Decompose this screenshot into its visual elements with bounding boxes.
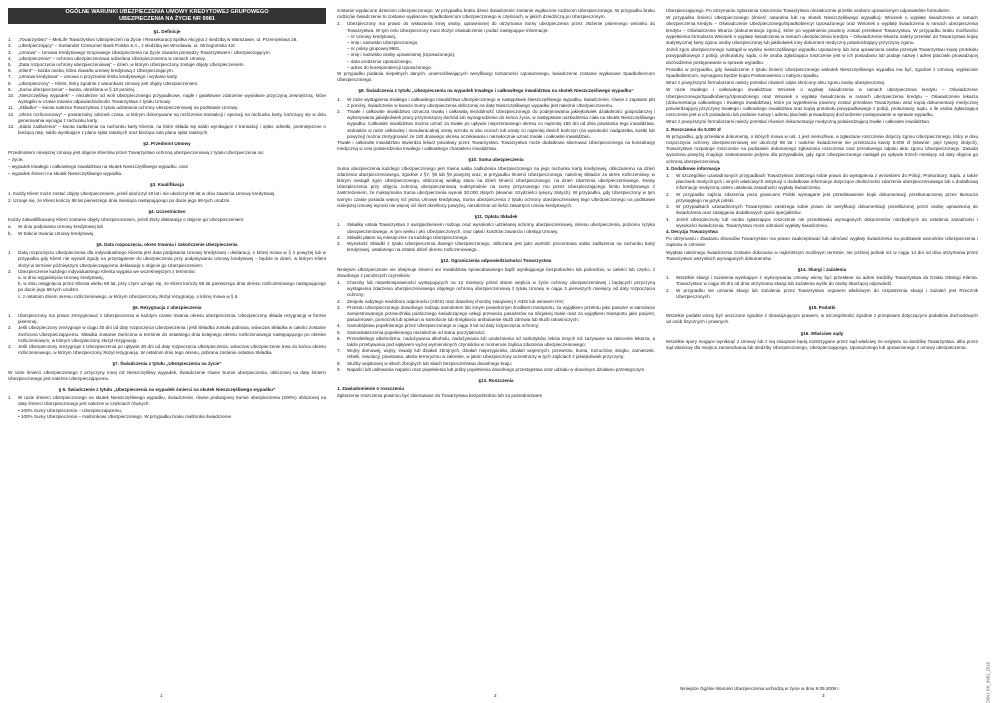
list-item-text: „Ubezpieczony” – Klient, który zgodnie z warunkami Umowy jest objęty Ubezpieczeniem. bbox=[18, 80, 199, 86]
list-item-text: – data urodzenia Uposażonego, bbox=[347, 58, 413, 64]
list-item bbox=[337, 241, 655, 253]
paragraph: – wypadek trwałego i całkowitego inwalidztwa na skutek Nieszczęśliwego wypadku, oraz bbox=[8, 164, 189, 170]
column-3 bbox=[666, 8, 978, 352]
paragraph: W przypadku, gdy przesłane dokumenty, o których mowa w ust. 1 jest niemożliwe, a zgłaszane roszczenie dotyczy zgonu Ubezpieczonego, który w dniu rozpoczęcia ochrony ubezpieczeniowej nie ukończył 68 lat i należne świadczenie nie przekracza kwoty 5.000 zł (słownie: pięć tysięcy złotych), Towarzystwo rozpatruje roszczenie na podstawie dokonanego zgłoszenia roszczenia oraz przesłanego odpisu aktu zgonu Ubezpieczonego. Zasada wyrażona powyżej znajduje zastosowanie jedynie dla przypadków, gdy zgon Ubezpieczonego nastąpił po upływie trzech miesięcy od daty objęcia go ochroną ubezpieczeniową. bbox=[666, 133, 978, 164]
list-item bbox=[8, 325, 326, 344]
list-item-text: „Okres rozliczeniowy” – powtarzalny odcinek czasu, w którym dokonywane są rozliczenia transakcji i operacji na rachunku karty, kończący się w dniu generowania wyciągu z rachunku karty. bbox=[18, 111, 326, 123]
list-item-number: 3. bbox=[337, 304, 341, 310]
subsection-heading: 3. Dodatkowe informacje bbox=[666, 165, 721, 171]
list-item-text: Służby wojskowej w siłach zbrojnych lub siłach bezpieczeństwa dowolnego kraju; bbox=[347, 360, 512, 366]
list-item-text: • 100% Sumy Ubezpieczenia – Ubezpieczającemu, bbox=[18, 407, 123, 413]
list-item-text: Trwałe i całkowite inwalidztwo oznacza trwałą i całkowitą niezdolność Ubezpieczonego do podejmowania jakiejkolwiek działalności gospodarczej i wykonywania jakiejkolwiek pracy przynoszącej dochód lub wynagrodzenie do końca życia, w następstwie uszkodzenia ciała na skutek Nieszczęśliwego wypadku. Całkowite inwalidztwo można uznać za trwałe po upływie nieprzerwanego okresu co najmniej 180 dni od dnia powstania tego inwalidztwa. Jednakże w razie całkowitej i nieodwracalnej utraty wzroku w obu oczach lub utraty co najmniej dwóch kończyn (na wysokości nadgarstka, kostki lub powyżej) można zrezygnować ze 180 dniowego okresu oczekiwania i niezwłocznie uznać trwałe i całkowite inwalidztwo. bbox=[347, 109, 655, 139]
paragraph: Wypłata należnego świadczenia zostanie dokonana w najkrótszym możliwym terminie, nie później jednak niż w ciągu 14 dni od dnia otrzymania przez Towarzystwo wszystkich wymaganych dokumentów. bbox=[666, 249, 978, 261]
list-item-number: 7. bbox=[8, 74, 12, 80]
list-item-number: 5. bbox=[8, 62, 12, 68]
list-item-number: 12. bbox=[8, 111, 15, 117]
list-item bbox=[337, 280, 655, 299]
paragraph: 2. Uznaje się, że Klient kończy 68 lat pierwszego dnia miesiąca następującego po dacie jego 68-tych urodzin. bbox=[8, 197, 231, 203]
list-item-number: 9. bbox=[8, 86, 12, 92]
section-heading: § 8. Świadczenie z tytułu „Ubezpieczenia na wypadek śmierci na skutek Nieszczęśliwego wypadku” bbox=[58, 386, 276, 392]
page-number-2: 2 bbox=[494, 693, 497, 698]
list-item-text: Składkę ustala Towarzystwo z uwzględnieniem rodzaju oraz wysokości udzielanej ochrony ubezpieczeniowej, okresu ubezpieczenia, poziomu ryzyka ubezpieczeniowego, w tym wieku i płci Ubezpieczonych, oraz opłat i kosztów zawarcia i obsługi Umowy. bbox=[347, 222, 655, 234]
list-item-number bbox=[8, 281, 18, 293]
list-item-text: Ubezpieczony ma prawo do wskazania innej osoby, uprawnionej do otrzymania Sumy ubezpieczenia przez złożenie pisemnego wniosku do Towarzystwa. W tym celu Ubezpieczony musi złożyć oświadczenie i podać następujące informacje: bbox=[347, 21, 655, 33]
subsection-heading: 4. Decyzja Towarzystwa bbox=[666, 228, 718, 234]
list-item-text: Jeśli Ubezpieczony zrezygnuje w ciągu 30 dni od daty rozpoczęcia Ubezpieczenia i jeśli Składka została pobrana, wówczas Składka w całości zostanie zwrócona Ubezpieczającemu. Składka zostanie zwrócona w terminie do ostatniego dnia kolejnego okresu rozliczeniowego następującego po okresie rozliczeniowym, w którym Ubezpieczony złożył rezygnację. bbox=[18, 325, 326, 343]
list-item-number: 1. bbox=[8, 250, 12, 256]
list-item bbox=[337, 367, 655, 373]
section-heading: §2. Przedmiot Umowy bbox=[143, 141, 191, 147]
list-item-number bbox=[8, 414, 18, 420]
list-item bbox=[666, 275, 978, 287]
list-item bbox=[8, 414, 326, 420]
list-item-number: 1. bbox=[8, 395, 12, 401]
list-item bbox=[666, 204, 978, 216]
list-item-number: 3. bbox=[666, 204, 670, 210]
list-item-text: W przypadku nie uznania skargi lub zażalenia przez Towarzystwo organem właściwym do rozpatrzenia skargi i zażaleń jest Rzecznik Ubezpieczonych. bbox=[676, 287, 978, 299]
paragraph: Po otrzymaniu i zbadaniu dowodów Towarzystwo ma prawo zaakceptować lub odmówić wypłaty świadczenia na podstawie warunków Ubezpieczenia i zapisów w Umowie. bbox=[666, 236, 978, 248]
list-item bbox=[666, 217, 978, 229]
list-item-text: Wysokość Składki z tytułu Ubezpieczenia danego Ubezpieczonego, obliczana jest jako wartość procentowa salda zadłużenia na rachunku karty kredytowej, ustalanego na ostatni dzień okresu rozliczeniowego. bbox=[347, 240, 655, 253]
list-item-text: „Składka” – kwota należna Towarzystwu z tytułu udzielania ochrony ubezpieczeniowej na podstawie Umowy. bbox=[18, 105, 239, 111]
list-item-number: 11. bbox=[8, 105, 15, 111]
list-item-text: „Towarzystwo” – MetLife Towarzystwo Ubezpieczeń na Życie i Reasekuracji Spółka Akcyjna z siedzibą w Warszawie, ul. Przemysłowa 26. bbox=[18, 37, 298, 43]
list-item-text: Składki płatne są miesięcznie za każdego Ubezpieczonego. bbox=[347, 234, 469, 240]
list-item bbox=[8, 281, 326, 293]
list-item-number: 4. bbox=[337, 323, 341, 329]
list-item-text: c. z ostatnim dniem okresu rozliczeniowego, w którym Ubezpieczony złożył rezygnację, o której mowa w § 6. bbox=[18, 293, 239, 299]
paragraph: – wypadek śmierci na skutek Nieszczęśliwego wypadku. bbox=[8, 171, 123, 177]
paragraph: zostanie wypłacone dzieciom Ubezpieczonego. W przypadku braku dzieci świadczenie zostanie wypłacone rodzicom Ubezpieczonego. W przypadku braku rodziców świadczenie to zostanie wypłacone Spadkobiercom Ubezpieczonego w częściach, w jakich dziedziczą po Ubezpieczonym. bbox=[337, 8, 655, 20]
list-item bbox=[337, 109, 655, 140]
list-item-number: 2. bbox=[8, 43, 12, 49]
list-item-text: Wszelkie skargi i zażalenia wynikające z wykonywania Umowy winny być przesłane na adres siedziby Towarzystwa do Działu Obsługi Klienta. Towarzystwo w ciągu 30 dni od dnia otrzymania skargi lub zażalenia wyśle do osoby skarżącej odpowiedź. bbox=[676, 275, 978, 287]
list-item-text: Zespołu nabytego niedoboru odporności (AIDS) oraz dowolnej choroby związanej z AIDS lub wirusem HIV; bbox=[347, 298, 564, 304]
list-item-number: 1. bbox=[337, 96, 341, 102]
section-heading: §15. Podatki bbox=[808, 304, 836, 310]
list-item bbox=[8, 124, 326, 136]
list-item bbox=[337, 97, 655, 109]
paragraph: 1. Każdy Klient może zostać objęty Ubezpieczeniem, jeżeli ukończył 18 lat i nie ukończył 68 lat w dniu zawarcia Umowy kredytowej. bbox=[8, 190, 276, 196]
list-item bbox=[8, 344, 326, 356]
list-item-text: „Ubezpieczenie” – ochrona ubezpieczeniowa udzielana Ubezpieczonemu w ramach Umowy. bbox=[18, 55, 206, 61]
list-item-text: „Data rozpoczęcia ochrony ubezpieczeniowej” – dzień, w którym Ubezpieczony zostaje objęty Ubezpieczeniem. bbox=[18, 62, 245, 68]
list-item-text: – imię i nazwisko Ubezpieczonego, bbox=[347, 40, 419, 46]
page-number-3: 3 bbox=[822, 693, 825, 698]
list-item-number: 4. bbox=[8, 55, 12, 61]
list-item bbox=[8, 112, 326, 124]
list-item-number: 1. bbox=[8, 312, 12, 318]
list-item bbox=[8, 93, 326, 105]
list-item-number: 1. bbox=[666, 275, 670, 281]
page-number-1: 1 bbox=[160, 693, 163, 698]
list-item-text: a. w dniu wygaśnięcia Umowy kredytowej, bbox=[18, 274, 104, 280]
list-item-number: 3. bbox=[8, 343, 12, 349]
list-item-text: b. w dniu osiągnięcia przez Klienta wieku 68 lat, przy czym uznaje się, że Klient kończy 68 lat pierwszego dnia okresu rozliczeniowego następującego po dacie jego 68-tych urodzin. bbox=[18, 281, 326, 293]
list-item-number: 3. bbox=[337, 240, 341, 246]
section-heading: §5. Data rozpoczęcia, okres trwania i zakończenie Ubezpieczenia bbox=[96, 241, 238, 247]
list-item-number: a. bbox=[8, 224, 12, 230]
section-heading: §13. Roszczenia bbox=[478, 377, 514, 383]
paragraph: Niniejsze Ubezpieczenie nie obejmuje śmierci ani inwalidztwa spowodowanego bądź wynikającego bezpośrednio lub pośrednio, w całości lub części, z dowolnego z poniższych czynników: bbox=[337, 266, 655, 278]
paragraph: Suma ubezpieczenia każdego Ubezpieczonego jest równa saldu zadłużenia Ubezpieczonego na jego rachunku karty kredytowej, obliczanemu na dzień zdarzenia ubezpieczeniowego, zgodnie z §7, §8 lub §9 powyżej oraz, w przypadku śmierci Ubezpieczonego, należnej Składce za okres rozliczeniowy, w którym nastąpił zgon Ubezpieczonego, obliczonej według stanu na dzień śmierci Ubezpieczonego, na dzień zdarzenia ubezpieczeniowego. Kwoty Ubezpieczenia przy objęciu ochroną ubezpieczeniową maksymalnie na sumę przyznanego mu przez Ubezpieczającego limitu kredytowego z zastrzeżeniem, że maksymalna Suma ubezpieczenia wynosi 30.000 złotych (słownie: trzydzieści tysięcy złotych). W przypadku, gdy Ubezpieczony w tym samym czasie posiada więcej niż jedną Umowę kredytową, Suma ubezpieczenia z tytułu ochrony ubezpieczeniowej tego Ubezpieczonego na podstawie niniejszej Umowy wynosi nie więcej niż limit określony powyżej, niezależnie od ilości zawartych Umów kredytowych. bbox=[337, 165, 655, 208]
list-item-text: – imię i nazwisko osoby uprawnionej (Uposażonego), bbox=[347, 52, 456, 58]
list-item-text: W dniu podpisania Umowy kredytowej lub bbox=[18, 224, 104, 230]
paragraph: Wszelkie podatki winny być uiszczane zgodnie z obowiązującym prawem, w szczególności zgodnie z przepisami dotyczącymi podatków dochodowych od osób fizycznych i prawnych. bbox=[666, 313, 978, 325]
paragraph: Zgłoszenie roszczenia powinno być skierowane do Towarzystwa bezpośrednio lub za pośrednictwem bbox=[337, 393, 543, 399]
paragraph: – życie, bbox=[8, 156, 24, 162]
document-title-line-2: UBEZPIECZENIA NA ŻYCIE NR 9981 bbox=[119, 16, 215, 22]
list-item bbox=[8, 313, 326, 325]
section-heading: §3. Kwalifikacja bbox=[150, 182, 184, 188]
subsection-heading: 1. Zawiadomienie o roszczeniu bbox=[337, 386, 405, 392]
effective-date-note: Niniejsze Ogólne Warunki Ubezpieczenia wchodzą w życie w dniu 9.09.2009 r. bbox=[680, 686, 840, 691]
document-title-banner bbox=[8, 8, 326, 24]
section-heading: §1. Definicje bbox=[153, 29, 181, 34]
list-item-text: Jeżeli Ubezpieczony lub osoba zgłaszająca roszczenie nie przedstawią wymaganych dokumentów niezbędnych do ustalenia zasadności i wysokości świadczenia, Towarzystwo może odmówić wypłaty świadczenia. bbox=[676, 216, 978, 228]
document-code: OWU_KK_9981_2018 bbox=[985, 662, 990, 703]
section-heading: §7. Świadczenia z tytułu „Ubezpieczenia na życie” bbox=[112, 361, 222, 367]
section-heading: §12. Ograniczenia odpowiedzialności Towarzystwa bbox=[440, 258, 552, 264]
list-item bbox=[337, 336, 655, 348]
list-item bbox=[666, 173, 978, 192]
list-item-text: W przypadku zajścia zdarzenia poza granicami Polski wymagane jest przedstawienie kopii dokumentacji przetłumaczonej przez tłumacza przysięgłego na język polski. bbox=[676, 191, 978, 203]
paragraph: Wraz z powyższymi formularzami należy przesłać również odpis skrócony aktu zgonu osoby ubezpieczonej. bbox=[666, 80, 886, 86]
document-title-line-1: OGÓLNE WARUNKI UBEZPIECZENIA UMOWY KREDYTOWEJ GRUPOWEGO bbox=[65, 9, 269, 15]
list-item-number: 2. bbox=[8, 325, 12, 331]
section-heading: §14. Skargi i zażalenia bbox=[797, 266, 847, 272]
list-item-text: Samobójstwa popełnionego przez Ubezpieczonego w ciągu 2 lat od daty rozpoczęcia ochrony; bbox=[347, 323, 540, 329]
list-item-text: – nr polisy grupowej 9981, bbox=[347, 46, 401, 52]
list-item-number: 6. bbox=[337, 335, 341, 341]
list-item bbox=[8, 231, 326, 237]
section-heading: §16. Właściwe sądy bbox=[800, 330, 844, 336]
paragraph: Ponadto w przypadku, gdy świadczenie z tytułu śmierci Ubezpieczonego wskutek Nieszczęśliwego wypadku ma być, zgodnie z Umową, wypłacone Spadkobiercom, wymagana będzie kopia Postanowienia o nabyciu spadku. bbox=[666, 66, 978, 79]
list-item-text: Choroby lub niepełnosprawności występujących na 12 miesięcy przed dniem wejścia w życie ochrony ubezpieczeniowej i będących przyczyną wystąpienia zdarzenia ubezpieczeniowego objętego ochroną ubezpieczeniową z tytułu Umowy w ciągu 3 pierwszych miesięcy od daty rozpoczęcia ochrony; bbox=[347, 279, 655, 298]
list-item-text: „Nieszczęśliwy wypadek” – niezależne od woli Ubezpieczonego przypadkowe, nagłe i gwałtowne zdarzenie wywołane przyczyną zewnętrzną, które wystąpiło w czasie trwania odpowiedzialności Towarzystwa z tytułu Umowy. bbox=[18, 93, 326, 105]
list-item bbox=[337, 222, 655, 234]
list-item bbox=[8, 395, 326, 407]
section-heading: §6. Rezygnacja z ubezpieczenia bbox=[132, 304, 202, 310]
section-heading: §4. Uczestnictwo bbox=[148, 209, 186, 215]
list-item-number bbox=[8, 294, 18, 300]
paragraph: Trwałe i całkowite inwalidztwo stwierdza lekarz powołany przez Towarzystwo. Towarzystwo może dodatkowo skierować Ubezpieczonego na konsultację medyczną w celu potwierdzenia trwałego i całkowitego charakteru inwalidztwa. bbox=[337, 140, 655, 152]
list-item bbox=[666, 288, 978, 300]
list-item-text: – adres do korespondencji Uposażonego. bbox=[347, 64, 432, 70]
list-item-number: 1. bbox=[8, 37, 12, 43]
column-2 bbox=[337, 8, 655, 401]
list-item-text: W przypadkach uzasadnionych Towarzystwo zastrzega sobie prawo do weryfikacji dokumentacji przedłożonej przez osobę uprawnioną do świadczenia oraz zasięgania dodatkowych opinii specjalistów. bbox=[676, 204, 978, 216]
paragraph: Każdy zakwalifikowany Klient zostanie objęty Ubezpieczeniem, jeżeli złoży deklarację o objęcie go Ubezpieczeniem: bbox=[8, 217, 245, 223]
list-item-text: W razie wystąpienia trwałego i całkowitego inwalidztwa Ubezpieczonego w następstwie Nieszczęśliwego wypadku, świadczenie, równe z zapisami pkt 2 poniżej, świadczenie w kwocie Sumy ubezpieczenia obliczonej na datę Nieszczęśliwego wypadku jest należne Ubezpieczonemu. bbox=[347, 96, 655, 108]
list-item-number: 2. bbox=[337, 298, 341, 304]
list-item-text: „Klient” – każda osoba, która zawarła umowę kredytową z Ubezpieczającym. bbox=[18, 68, 175, 74]
list-item-text: Ubezpieczony ma prawo zrezygnować z Ubezpieczenia w każdym czasie trwania okresu ubezpieczenia. Ubezpieczony składa rezygnację w formie pisemnej. bbox=[18, 312, 326, 325]
list-item-text: „Umowa” – Umowa Kredytowego Grupowego Ubezpieczenia na Życie zawarta pomiędzy Towarzystwem i Ubezpieczającym. bbox=[18, 49, 271, 55]
list-item-text: Samookaleczenia popełnionego niezależnie od stanu poczytalności; bbox=[347, 329, 486, 335]
list-item-number: b. bbox=[8, 230, 12, 236]
list-item bbox=[8, 294, 326, 300]
section-heading: §9. Świadczenia z tytułu „Ubezpieczenia na wypadek trwałego i całkowitego inwalidztwa na skutek Nieszczęśliwego wypadku” bbox=[358, 88, 634, 94]
list-item-text: „Suma ubezpieczenia” – kwota, określona w § 10 poniżej. bbox=[18, 86, 136, 92]
section-heading: §10. Suma ubezpieczenia bbox=[468, 157, 524, 163]
list-item-number: 1. bbox=[337, 222, 341, 228]
list-item-number: 3. bbox=[8, 49, 12, 55]
list-item-number: 2. bbox=[337, 109, 341, 115]
list-item-number: 8. bbox=[8, 80, 12, 86]
paragraph: W razie śmierci Ubezpieczonego z przyczyny innej niż Nieszczęśliwy wypadek, Świadczenie równe Sumie ubezpieczenia, obliczonej na datę śmierci Ubezpieczonego jest należne Ubezpieczającemu. bbox=[8, 369, 326, 381]
paragraph: Wraz z powyższymi formularzami należy przesłać również dokumentację medyczną potwierdzającą trwałe i całkowite inwalidztwo. bbox=[666, 119, 931, 125]
list-item-number: 2. bbox=[666, 191, 670, 197]
section-heading: §11. Opłata Składek bbox=[474, 214, 518, 220]
list-item-text: Przelotu Ubezpieczonego dowolnego rodzaju samolotem lub innym powietrznym środkiem transportu, za wyjątkiem przelotu jako pasażer w samolocie zarejestrowanego przewoźnika publicznego świadczącego usługi przewozu pasażerów na oficjalnej trasie oraz za wyjątkiem transportu jako pacjent, pasażerowie, pomocnik lub opiekun w samolocie lub śmigłowcu ambulansie służb zdrowia lub służb ratowniczych; bbox=[347, 304, 655, 323]
list-item-number: 9. bbox=[337, 366, 341, 372]
paragraph: Wszelkie spory mogące wyniknąć z Umowy lub z nią związane będą rozstrzygane przez sąd właściwy ze względu na siedzibę Towarzystwa, albo przez sąd właściwy dla miejsca zamieszkania lub siedziby Ubezpieczonego, Ubezpieczającego, Uposażonego lub uprawnionego z umowy ubezpieczenia. bbox=[666, 338, 978, 350]
list-item-text: Datą rozpoczęcia Ubezpieczenia dla indywidualnego Klienta jest data podpisania Umowy kredytowej i deklaracji, o której mowa w § 4 powyżej lub w przypadku gdy Klient nie wyraził zgody na przystąpienie do ubezpieczenia przy podpisywaniu Umowy kredytowej – będzie to dzień, w którym Klient złożył w terminie późniejszym Ubezpieczającemu deklarację o objęcie go Ubezpieczeniem. bbox=[18, 250, 326, 268]
list-item-text: Jeśli Ubezpieczony zrezygnuje z Ubezpieczenia po upływie 30 dni od daty rozpoczęcia Ubezpieczenia, wówczas Ubezpieczenie trwa do końca okresu rozliczeniowego, w którym Ubezpieczony złożył rezygnację. W ostatnim dniu tego okresu, pobrana zostanie ostatnia Składka bbox=[18, 343, 326, 356]
column-1 bbox=[8, 8, 326, 420]
list-item-text: – nr Umowy kredytowej, bbox=[347, 33, 397, 39]
list-item-number: 2. bbox=[8, 268, 12, 274]
list-item-text: Wojny domowej, wojny, inwazji lub działań zbrojnych, działań nieprzyjaciela, działań wojennych, przewrotu, buntu, rozruchów, strajku, zamieszek, rebelii, rewolucji, powstania, aktów terroryzmu w zakresie, w jakim Ubezpieczony uczestniczy w tych zajściach z jakiejkolwiek przyczyny; bbox=[347, 348, 655, 360]
list-item-text: „Umowa kredytowa” – umowa o przyznanie limitu kredytowego i wydanie karty. bbox=[18, 74, 178, 80]
list-item-number: 6. bbox=[8, 68, 12, 74]
list-item-number: 10. bbox=[8, 93, 15, 99]
list-item-number: 2. bbox=[666, 287, 670, 293]
paragraph: Przedmiotem niniejszej Umowy jest objęcie Klientów przez Towarzystwo ochroną ubezpieczeniową z tytułu Ubezpieczenia na: bbox=[8, 149, 265, 155]
paragraph: W przypadku śmierci Ubezpieczonego (śmierć naturalna lub na skutek Nieszczęśliwego wypadku): Wniosek o wypłatę świadczenia w ramach ubezpieczenia kredytu – Oświadczenie Ubezpieczonego/Spadkobiercy/ Uposażonego oraz Wniosek o wypłatę świadczenia w ramach ubezpieczenia kredytu – Oświadczenie lekarza (dokumentacja zgonu), które po wypełnieniu powinny zostać przesłane Towarzystwu. W przypadku braku możliwości wypełnienia formularza Wniosek o wypłatę świadczenia w ramach ubezpieczenia kredytu – Oświadczenie lekarza należy przesłać do Towarzystwa kopię statystycznej karty zgonu osoby Ubezpieczonej lub jakikolwiek inny dokument medyczny potwierdzający przyczynę zgonu. bbox=[666, 15, 978, 46]
list-item-text: W szczególnie uzasadnionych przypadkach Towarzystwo zastrzega sobie prawo do wystąpienia z wnioskiem do Policji, Prokuratury, Sądu, a także placówek medycznych i innych właściwych instytucji o dodatkowe informacje dotyczące okoliczności zdarzenia ubezpieczeniowego lub o dodatkową informację medyczną celem ustalenia zasadności wypłaty świadczenia. bbox=[676, 173, 978, 191]
list-item bbox=[8, 250, 326, 269]
list-item-text: „Ubezpieczający” – Santander Consumer Bank Polska S.A., z siedzibą we Wrocławiu, ul. Strzegomska 42c bbox=[18, 43, 236, 49]
list-item-number: 13. bbox=[8, 124, 15, 130]
list-item-text: Napaści lub usiłowania napaści oraz popełnienia lub próby popełnienia dowolnego przestępstwa oraz udziału w dowolnym działaniu przestępczym. bbox=[347, 366, 646, 372]
paragraph: W razie trwałego i całkowitego inwalidztwa: Wniosek o wypłatę świadczenia w ramach ubezpieczenia kredytu – Oświadczenie Ubezpieczonego/Spadkobiercy/Uposażonego oraz Wniosek o wypłatę świadczenia w ramach ubezpieczenia kredytu – Oświadczenie lekarza (dokumentacja całkowitego i trwałego inwalidztwa), które po wypełnieniu powinny zostać przesłane Towarzystwu wraz kopią dokumentacji medycznej potwierdzającej przyczynę trwałego i całkowitego inwalidztwa oraz kopią protokołu powypadkowego z policji, prokuratury, sądu, o ile osoba zgłaszająca roszczenie jest w ich posiadaniu lub podanie nazwy i adresu placówki prowadzącej dochodzenie postępowanie w sprawie wypadku. bbox=[666, 87, 978, 118]
list-item-text: W trakcie trwania Umowy kredytowej. bbox=[18, 230, 95, 236]
list-item-number: 8. bbox=[337, 360, 341, 366]
list-item bbox=[337, 21, 655, 33]
list-item bbox=[337, 305, 655, 324]
list-item-number: 1. bbox=[337, 279, 341, 285]
list-item-number: 7. bbox=[337, 348, 341, 354]
list-item-number: 2. bbox=[337, 21, 341, 27]
paragraph: Jeżeli zgon ubezpieczonego nastąpił w wyniku nieszczęśliwego wypadku Uposażony lub inna uprawniona osoba przesyła Towarzystwu kopię protokołu powypadkowego z policji, prokuratury, sądu, o ile osoba zgłaszająca roszczenie jest w ich posiadaniu lub podaje nazwę i adres placówki prowadzącej dochodzenie postępowanie w sprawie wypadku. bbox=[666, 47, 978, 65]
list-item-text: Przewlekłego alkoholizmu, nadużywania alkoholu, nadużywania lub uzależnienia od narkotyków, leków innych niż zażywane na zalecenie lekarza, a także przebywania pod wpływem wyżej wymienionych czynników w momencie zajścia zdarzenia ubezpieczeniowego; bbox=[347, 335, 655, 347]
list-item bbox=[666, 192, 978, 204]
list-item-text: Ubezpieczenie każdego indywidualnego Klienta wygasa we wcześniejszym z terminów: bbox=[18, 268, 196, 274]
list-item-number: 5. bbox=[337, 329, 341, 335]
list-item bbox=[337, 348, 655, 360]
list-item-number: 2. bbox=[337, 234, 341, 240]
list-item-text: W razie śmierci Ubezpieczonego na skutek Nieszczęśliwego wypadku, świadczenie, równe podwojonej Sumie ubezpieczenia (200%) obliczonej na datę śmierci Ubezpieczonego jest należne w częściach równych: bbox=[18, 395, 326, 407]
list-item-text: • 100% Sumy Ubezpieczenia – małżonkowi Ubezpieczonego. W przypadku braku małżonka świadczenie bbox=[18, 413, 232, 419]
paragraph: Ubezpieczającego. Po otrzymaniu zgłoszenia roszczenia Towarzystwo niezwłocznie prześle osobom uprawnionym odpowiednie formularze: bbox=[666, 8, 951, 13]
list-item-text: „Saldo zadłużenia” – kwota zadłużenia na rachunku karty Klienta, na które składa się saldo wynikające z transakcji i opłat, odsetki, pomniejszone o bieżącą ratę, saldo wynikające z planu spłat ratalnych oraz bieżąca rata planu spłat ratalnych. bbox=[18, 124, 326, 136]
list-item-number: 1. bbox=[666, 173, 670, 179]
subsection-heading: 2. Roszczenia do 5.000 zł bbox=[666, 126, 721, 132]
paragraph: W przypadku podania niepełnych danych, uniemożliwiających weryfikację tożsamości Uposażonego, świadczenie zostanie wypłacane Spadkobiercom Ubezpieczonego. bbox=[337, 71, 655, 83]
list-item-number: 4. bbox=[666, 216, 670, 222]
